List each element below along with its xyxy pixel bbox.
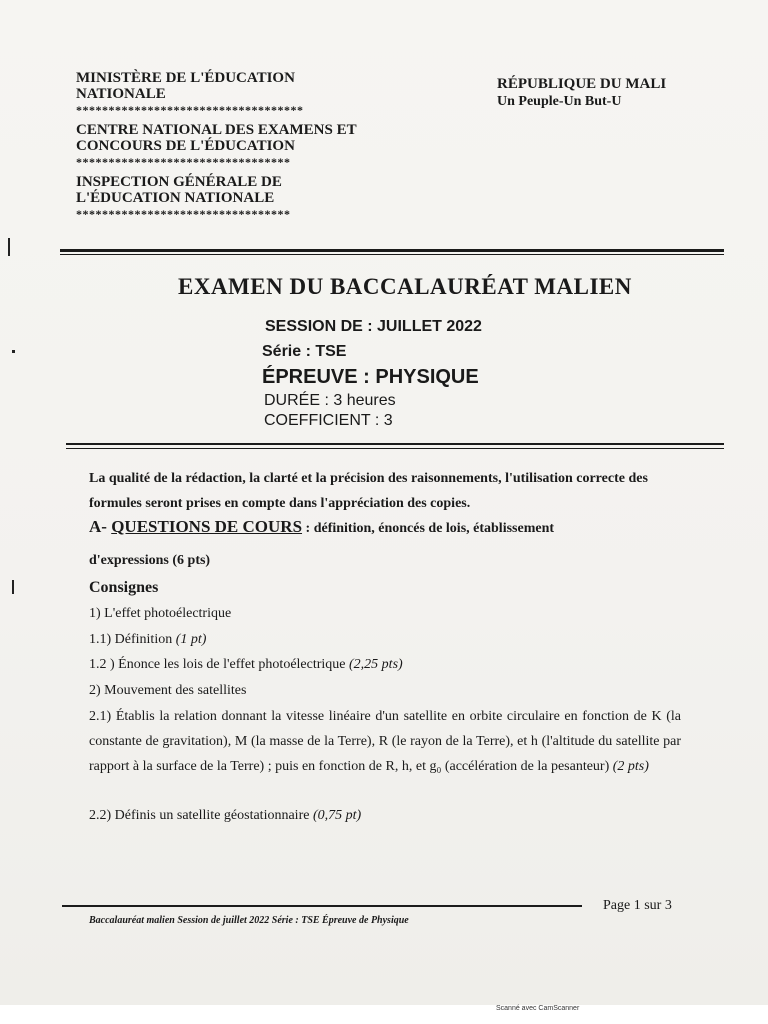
item-1-1-text: 1.1) Définition <box>89 632 176 647</box>
header-left <box>76 70 376 220</box>
ministry-name: MINISTÈRE DE L'ÉDUCATION NATIONALE <box>76 70 295 102</box>
section-a-points: d'expressions (6 pts) <box>89 553 211 568</box>
national-motto: Un Peuple-Un But-U <box>497 94 622 109</box>
header-right <box>497 76 737 110</box>
intro-paragraph: La qualité de la rédaction, la clarté et la précision des raisonnements, l'utilisation correcte des formules seront prises en compte dans l'appréciation des copies. <box>89 471 648 511</box>
margin-mark <box>12 350 15 353</box>
footer-rule <box>62 905 582 907</box>
top-rule-thin <box>60 254 724 255</box>
section-a-heading <box>89 518 689 538</box>
item-2-1-text: 2.1) Établis la relation donnant la vitesse linéaire d'un satellite en orbite circulaire en fonction de K (la constante de gravitation), M (la masse de la Terre), R (le rayon de la Terre), et h (l'altitude du satellite par rapport à la surface de la Terre) ; puis en fonction de R, h, et g₀ (accélération de la pesanteur) <box>89 709 681 774</box>
centre-name: CENTRE NATIONAL DES EXAMENS ET CONCOURS DE L'ÉDUCATION <box>76 122 357 154</box>
scanner-watermark: Scanné avec CamScanner <box>496 1005 580 1012</box>
section-a-prefix: A- <box>89 517 112 536</box>
section-a-desc: : définition, énoncés de lois, établissement <box>302 521 555 536</box>
item-1-1 <box>89 632 689 648</box>
star-divider: ********************************* <box>76 207 291 221</box>
duree-line: DURÉE : 3 heures <box>264 392 396 409</box>
item-2-2-text: 2.2) Définis un satellite géostationnaire <box>89 808 313 823</box>
margin-mark <box>12 580 14 594</box>
footer-text: Baccalauréat malien Session de juillet 2022 Série : TSE Épreuve de Physique <box>89 915 409 926</box>
serie-line: Série : TSE <box>262 343 347 360</box>
item-1-2 <box>89 657 689 673</box>
inspection-name: INSPECTION GÉNÉRALE DE L'ÉDUCATION NATIONALE <box>76 174 282 206</box>
section-a-title: QUESTIONS DE COURS <box>111 517 303 536</box>
middle-rule-thin <box>66 448 724 449</box>
session-line: SESSION DE : JUILLET 2022 <box>265 318 482 335</box>
middle-rule <box>66 443 724 445</box>
exam-title: EXAMEN DU BACCALAURÉAT MALIEN <box>178 274 632 299</box>
item-2-2 <box>89 808 689 824</box>
margin-mark <box>8 238 10 256</box>
epreuve-line: ÉPREUVE : PHYSIQUE <box>262 366 479 388</box>
item-1-2-text: 1.2 ) Énonce les lois de l'effet photoélectrique <box>89 657 350 672</box>
item-2: 2) Mouvement des satellites <box>89 683 247 698</box>
page-number: Page 1 sur 3 <box>603 898 672 913</box>
item-1-1-points: (1 pt) <box>175 632 207 647</box>
item-2-2-points: (0,75 pt) <box>312 808 362 823</box>
star-divider: ********************************* <box>76 155 291 169</box>
republic-name: RÉPUBLIQUE DU MALI <box>497 76 667 92</box>
item-1: 1) L'effet photoélectrique <box>89 606 232 621</box>
consignes-heading: Consignes <box>89 579 159 596</box>
item-2-1-points: (2 pts) <box>612 759 649 774</box>
coefficient-line: COEFFICIENT : 3 <box>264 412 393 429</box>
star-divider: *********************************** <box>76 103 304 117</box>
item-1-2-points: (2,25 pts) <box>349 657 403 672</box>
item-2-1 <box>89 704 681 779</box>
top-rule <box>60 249 724 252</box>
